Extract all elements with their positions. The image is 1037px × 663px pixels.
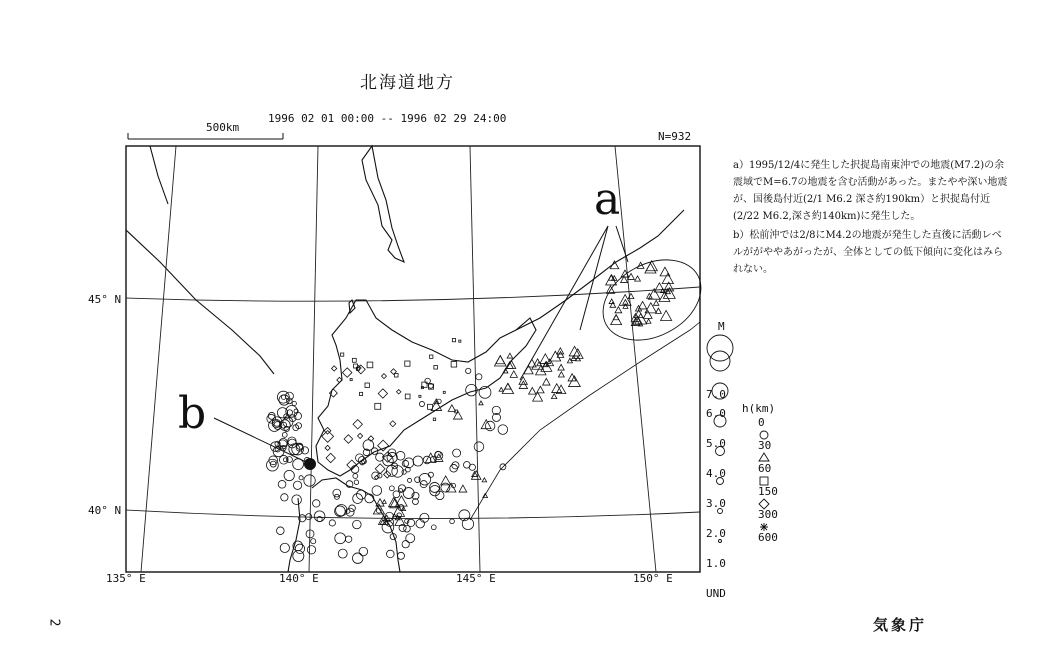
epicenter-marker: [359, 547, 368, 556]
epicenter-marker: [441, 476, 451, 485]
epicenter-marker: [311, 539, 316, 544]
epicenter-marker: [407, 478, 411, 482]
epicenter-marker: [662, 273, 673, 283]
epicenter-marker: [352, 358, 356, 362]
legend-depth-label: 0: [758, 416, 765, 429]
lon-label-135: 135° E: [106, 572, 146, 585]
epicenter-marker: [498, 425, 508, 435]
epicenter-marker: [643, 310, 652, 318]
epicenter-marker: [293, 481, 301, 489]
epicenter-marker: [378, 440, 389, 451]
legend-depth-label: 30: [758, 439, 772, 452]
epicenter-marker: [280, 420, 291, 431]
notes-panel: [733, 157, 1008, 280]
epicenter-marker: [326, 453, 335, 462]
legend-magnitude-label: 3.0: [706, 497, 726, 510]
epicenter-marker: [533, 392, 543, 401]
scale-label: 500km: [206, 121, 240, 134]
epicenter-marker: [430, 355, 433, 358]
epicenter-marker: [552, 384, 562, 393]
scale-bar: [128, 133, 283, 139]
epicenter-marker: [450, 519, 455, 524]
map-title: 北海道地方: [360, 73, 455, 93]
epicenter-marker: [382, 374, 387, 379]
legend-magnitude-label: 4.0: [706, 467, 726, 480]
epicenter-marker: [341, 353, 344, 356]
epicenter-marker: [295, 544, 304, 553]
note-b: b）松前沖では2/8にM4.2の地震が発生した直後に活動レベルががややあがったが、全体としての低下傾向に変化はみられない。: [733, 230, 1003, 275]
epicenter-marker: [344, 435, 353, 444]
epicenter-marker: [550, 351, 561, 361]
epicenter-marker: [299, 476, 303, 480]
epicenter-marker: [397, 552, 404, 559]
lon-label-140: 140° E: [279, 572, 319, 585]
epicenter-marker: [551, 394, 556, 399]
epicenter-marker: [402, 541, 409, 548]
note-a: a）1995/12/4に発生した択捉島南東沖での地震(M7.2)の余震域でM=6.7の地震を含む活動があった。またやや深い地震が、国後島付近(2/1 M6.2 深さ約190km）と択捉島付近(2/22 M6.2,深さ約140km)に発生した。: [733, 160, 1008, 222]
epicenter-marker: [342, 368, 351, 377]
epicenter-marker: [406, 534, 415, 543]
epicenter-marker: [405, 361, 410, 366]
epicenter-marker: [367, 362, 373, 368]
legend-depth-label: 300: [758, 508, 778, 521]
event-count: N=932: [658, 130, 692, 143]
epicenter-marker: [434, 366, 438, 370]
legend-depth-symbol: [759, 453, 769, 461]
annotation-a: a: [594, 174, 621, 225]
epicenter-marker: [496, 356, 505, 364]
legend-magnitude-label: 1.0: [706, 557, 726, 570]
annotation-b: b: [178, 388, 207, 439]
epicenter-marker: [510, 371, 517, 378]
epicenter-marker: [419, 395, 421, 397]
epicenter-marker: [395, 374, 399, 378]
epicenter-marker: [350, 379, 352, 381]
legend-magnitude-title: M: [718, 320, 725, 333]
epicenter-marker: [494, 356, 506, 366]
legend-depth-symbol: [760, 523, 768, 531]
epicenter-marker: [307, 546, 315, 554]
epicenter-marker: [419, 473, 431, 485]
epicenter-marker: [425, 378, 430, 383]
epicenter-marker: [452, 462, 459, 469]
epicenter-marker: [353, 420, 362, 429]
epicenter-marker: [420, 513, 429, 522]
epicenter-marker: [398, 485, 405, 492]
epicenter-marker: [337, 377, 342, 382]
epicenter-marker: [353, 474, 358, 479]
epicenter-marker: [277, 527, 285, 535]
coastline: [126, 146, 715, 572]
lon-label-145: 145° E: [456, 572, 496, 585]
epicenter-marker: [557, 348, 564, 354]
legend-depth-label: 60: [758, 462, 772, 475]
epicenter-marker: [459, 485, 467, 492]
epicenter-marker: [623, 304, 628, 308]
page-number: 2: [46, 618, 62, 627]
epicenter-marker: [459, 340, 461, 342]
epicenter-marker: [365, 494, 374, 503]
epicenter-marker: [389, 486, 394, 491]
epicenter-marker: [335, 533, 346, 544]
lat-label-40: 40° N: [88, 504, 122, 517]
epicenter-marker: [405, 394, 410, 399]
epicenter-marker: [413, 456, 423, 466]
epicenter-marker: [282, 432, 287, 437]
epicenter-marker: [405, 519, 409, 523]
lat-label-45: 45° N: [88, 293, 122, 306]
legend-depth-symbol: [760, 431, 768, 439]
epicenter-marker: [353, 494, 363, 504]
agency-name: 気象庁: [873, 616, 928, 634]
legend-depth-label: 600: [758, 531, 778, 544]
epicenter-marker: [338, 549, 347, 558]
legend-magnitude-label: 7.0: [706, 388, 726, 401]
epicenter-marker: [313, 500, 320, 507]
epicenter-marker: [558, 364, 564, 370]
epicenter-marker: [322, 431, 334, 443]
epicenter-marker: [329, 520, 335, 526]
epicenter-marker: [372, 486, 382, 496]
epicenter-marker: [378, 389, 387, 398]
epicenter-marker: [558, 372, 564, 377]
legend-magnitude-label: 5.0: [706, 437, 726, 450]
epicenter-marker: [359, 392, 362, 395]
epicenter-marker: [345, 536, 351, 542]
epicenter-marker: [354, 480, 358, 484]
epicenter-marker: [292, 401, 296, 405]
epicenter-marker: [293, 551, 304, 562]
epicenter-marker: [482, 478, 487, 482]
epicenter-marker: [635, 276, 641, 281]
epicenter-marker: [358, 433, 363, 438]
epicenter-marker: [466, 368, 471, 373]
legend-magnitude-label: 2.0: [706, 527, 726, 540]
period-label: 1996 02 01 00:00 -- 1996 02 29 24:00: [268, 112, 507, 125]
epicenter-marker: [431, 525, 436, 530]
epicenter-marker: [452, 339, 455, 342]
epicenter-marker: [433, 418, 435, 420]
epicenter-marker: [529, 387, 536, 394]
epicenter-marker: [479, 401, 483, 405]
epicenter-marker: [284, 470, 294, 480]
epicenter-marker: [278, 480, 286, 488]
epicenter-marker: [483, 493, 488, 497]
epicenter-marker: [365, 383, 369, 387]
epicenter-marker: [543, 378, 550, 385]
epicenter-marker: [474, 442, 484, 452]
epicenter-marker: [646, 319, 651, 323]
epicenter-marker: [325, 445, 330, 450]
epicenter-marker: [332, 366, 337, 371]
epicenter-marker: [416, 519, 425, 528]
epicenter-marker: [304, 475, 315, 486]
legend-depth-label: 150: [758, 485, 778, 498]
legend-magnitude-label: 6.0: [706, 407, 726, 420]
epicenter-marker: [375, 403, 381, 409]
epicenter-marker: [654, 283, 664, 292]
epicenter-marker: [267, 414, 276, 423]
epicenter-marker: [653, 300, 659, 305]
epicenter-marker: [280, 543, 289, 552]
legend: [706, 320, 778, 600]
epicenter-marker: [352, 553, 363, 564]
epicenter-marker: [464, 462, 471, 469]
epicenter-marker: [476, 374, 482, 380]
epicenter-marker: [353, 520, 362, 529]
epicenter-marker: [443, 391, 445, 393]
epicenter-marker: [435, 451, 443, 459]
epicenter-marker: [396, 390, 400, 394]
epicenter-marker: [387, 550, 395, 558]
epicenter-marker: [382, 500, 386, 504]
annotation-lines: [214, 226, 628, 462]
epicenter-marker: [292, 495, 302, 505]
epicenter-marker: [499, 387, 503, 391]
legend-magnitude-label: UND: [706, 587, 726, 600]
epicenter-marker: [281, 494, 288, 501]
legend-depth-title: h(km): [742, 402, 776, 415]
matsumae-event-marker: [304, 458, 316, 470]
epicenter-marker: [507, 353, 512, 358]
epicenter-marker: [661, 310, 672, 320]
epicenter-marker: [655, 308, 661, 313]
epicenter-marker: [519, 377, 527, 385]
epicenter-marker: [390, 421, 396, 427]
legend-depth-symbol: [760, 477, 768, 485]
epicenter-marker: [610, 302, 616, 307]
epicenter-marker: [453, 449, 461, 457]
epicenter-marker: [419, 401, 424, 406]
epicenter-marker: [502, 383, 513, 393]
epicenter-marker: [402, 460, 408, 466]
epicenter-marker: [451, 362, 457, 368]
lon-label-150: 150° E: [633, 572, 673, 585]
